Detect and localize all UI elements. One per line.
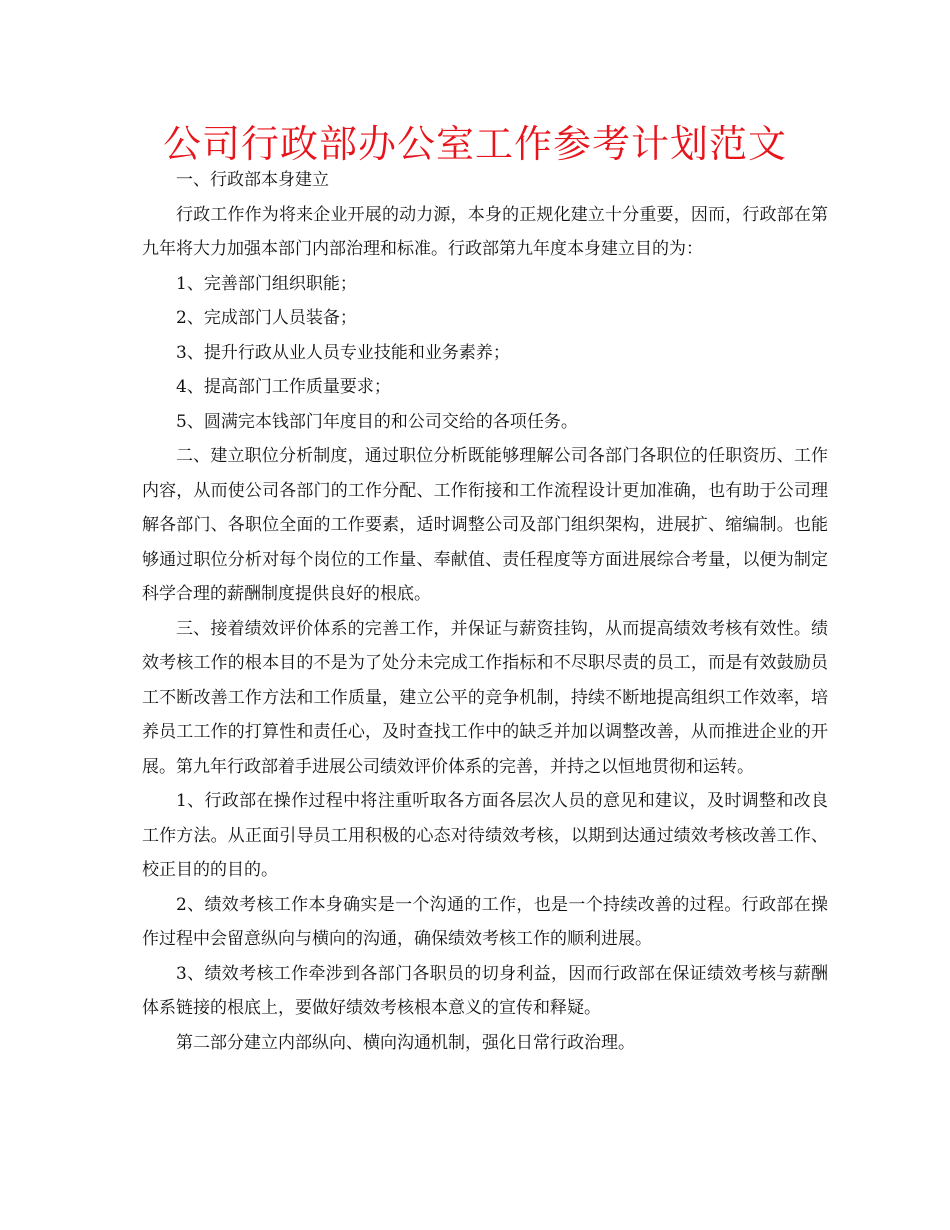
list-item: 3、提升行政从业人员专业技能和业务素养；: [176, 342, 510, 363]
paragraph-heading-3: 三、接着绩效评价体系的完善工作，并保证与薪资挂钩，从而提高绩效考核有效性。绩效考核工作的根本目的不是为了处分未完成工作指标和不尽职尽责的员工，而是有效鼓励员工不断改善工作方法和工作质量，建立公平的竞争机制，持续不断地提高组织工作效率，培养员工工作的打算性和责任心，及时查找工作中的缺乏并加以调整改善，从而推进企业的开展。第九年行政部着手进展公司绩效评价体系的完善，并持之以恒地贯彻和运转。: [142, 618, 828, 777]
list-item: 4、提高部门工作质量要求；: [176, 377, 391, 397]
paragraph: 行政工作作为将来企业开展的动力源，本身的正规化建立十分重要，因而，行政部在第九年将大力加强本部门内部治理和标准。行政部第九年度本身建立目的为：: [142, 204, 828, 259]
paragraph-heading-2: 二、建立职位分析制度，通过职位分析既能够理解公司各部门各职位的任职资历、工作内容，从而使公司各部门的工作分配、工作衔接和工作流程设计更加准确，也有助于公司理解各部门、各职位全面的工作要素，适时调整公司及部门组织架构，进展扩、缩编制。也能够通过职位分析对每个岗位的工作量、奉献值、责任程度等方面进展综合考量，以便为制定科学合理的薪酬制度提供良好的根底。: [142, 446, 828, 604]
list-item: 3、绩效考核工作牵涉到各部门各职员的切身利益，因而行政部在保证绩效考核与薪酬体系链接的根底上，要做好绩效考核根本意义的宣传和释疑。: [142, 963, 828, 1018]
list-item: 1、完善部门组织职能；: [176, 273, 357, 294]
list-item: 2、绩效考核工作本身确实是一个沟通的工作，也是一个持续改善的过程。行政部在操作过程中会留意纵向与横向的沟通，确保绩效考核工作的顺利进展。: [142, 894, 828, 949]
document-title: 公司行政部办公室工作参考计划范文: [162, 122, 787, 166]
list-item: 2、完成部门人员装备；: [176, 308, 357, 328]
list-item: 5、圆满完本钱部门年度目的和公司交给的各项任务。: [176, 411, 578, 432]
list-item: 1、行政部在操作过程中将注重听取各方面各层次人员的意见和建议，及时调整和改良工作方法。从正面引导员工用积极的心态对待绩效考核，以期到达通过绩效考核改善工作、校正目的的目的。: [142, 791, 828, 880]
document-body: [142, 163, 828, 1060]
paragraph-section-2: 第二部分建立内部纵向、横向沟通机制，强化日常行政治理。: [176, 1032, 635, 1053]
paragraph-heading-1: 一、行政部本身建立: [176, 170, 329, 190]
